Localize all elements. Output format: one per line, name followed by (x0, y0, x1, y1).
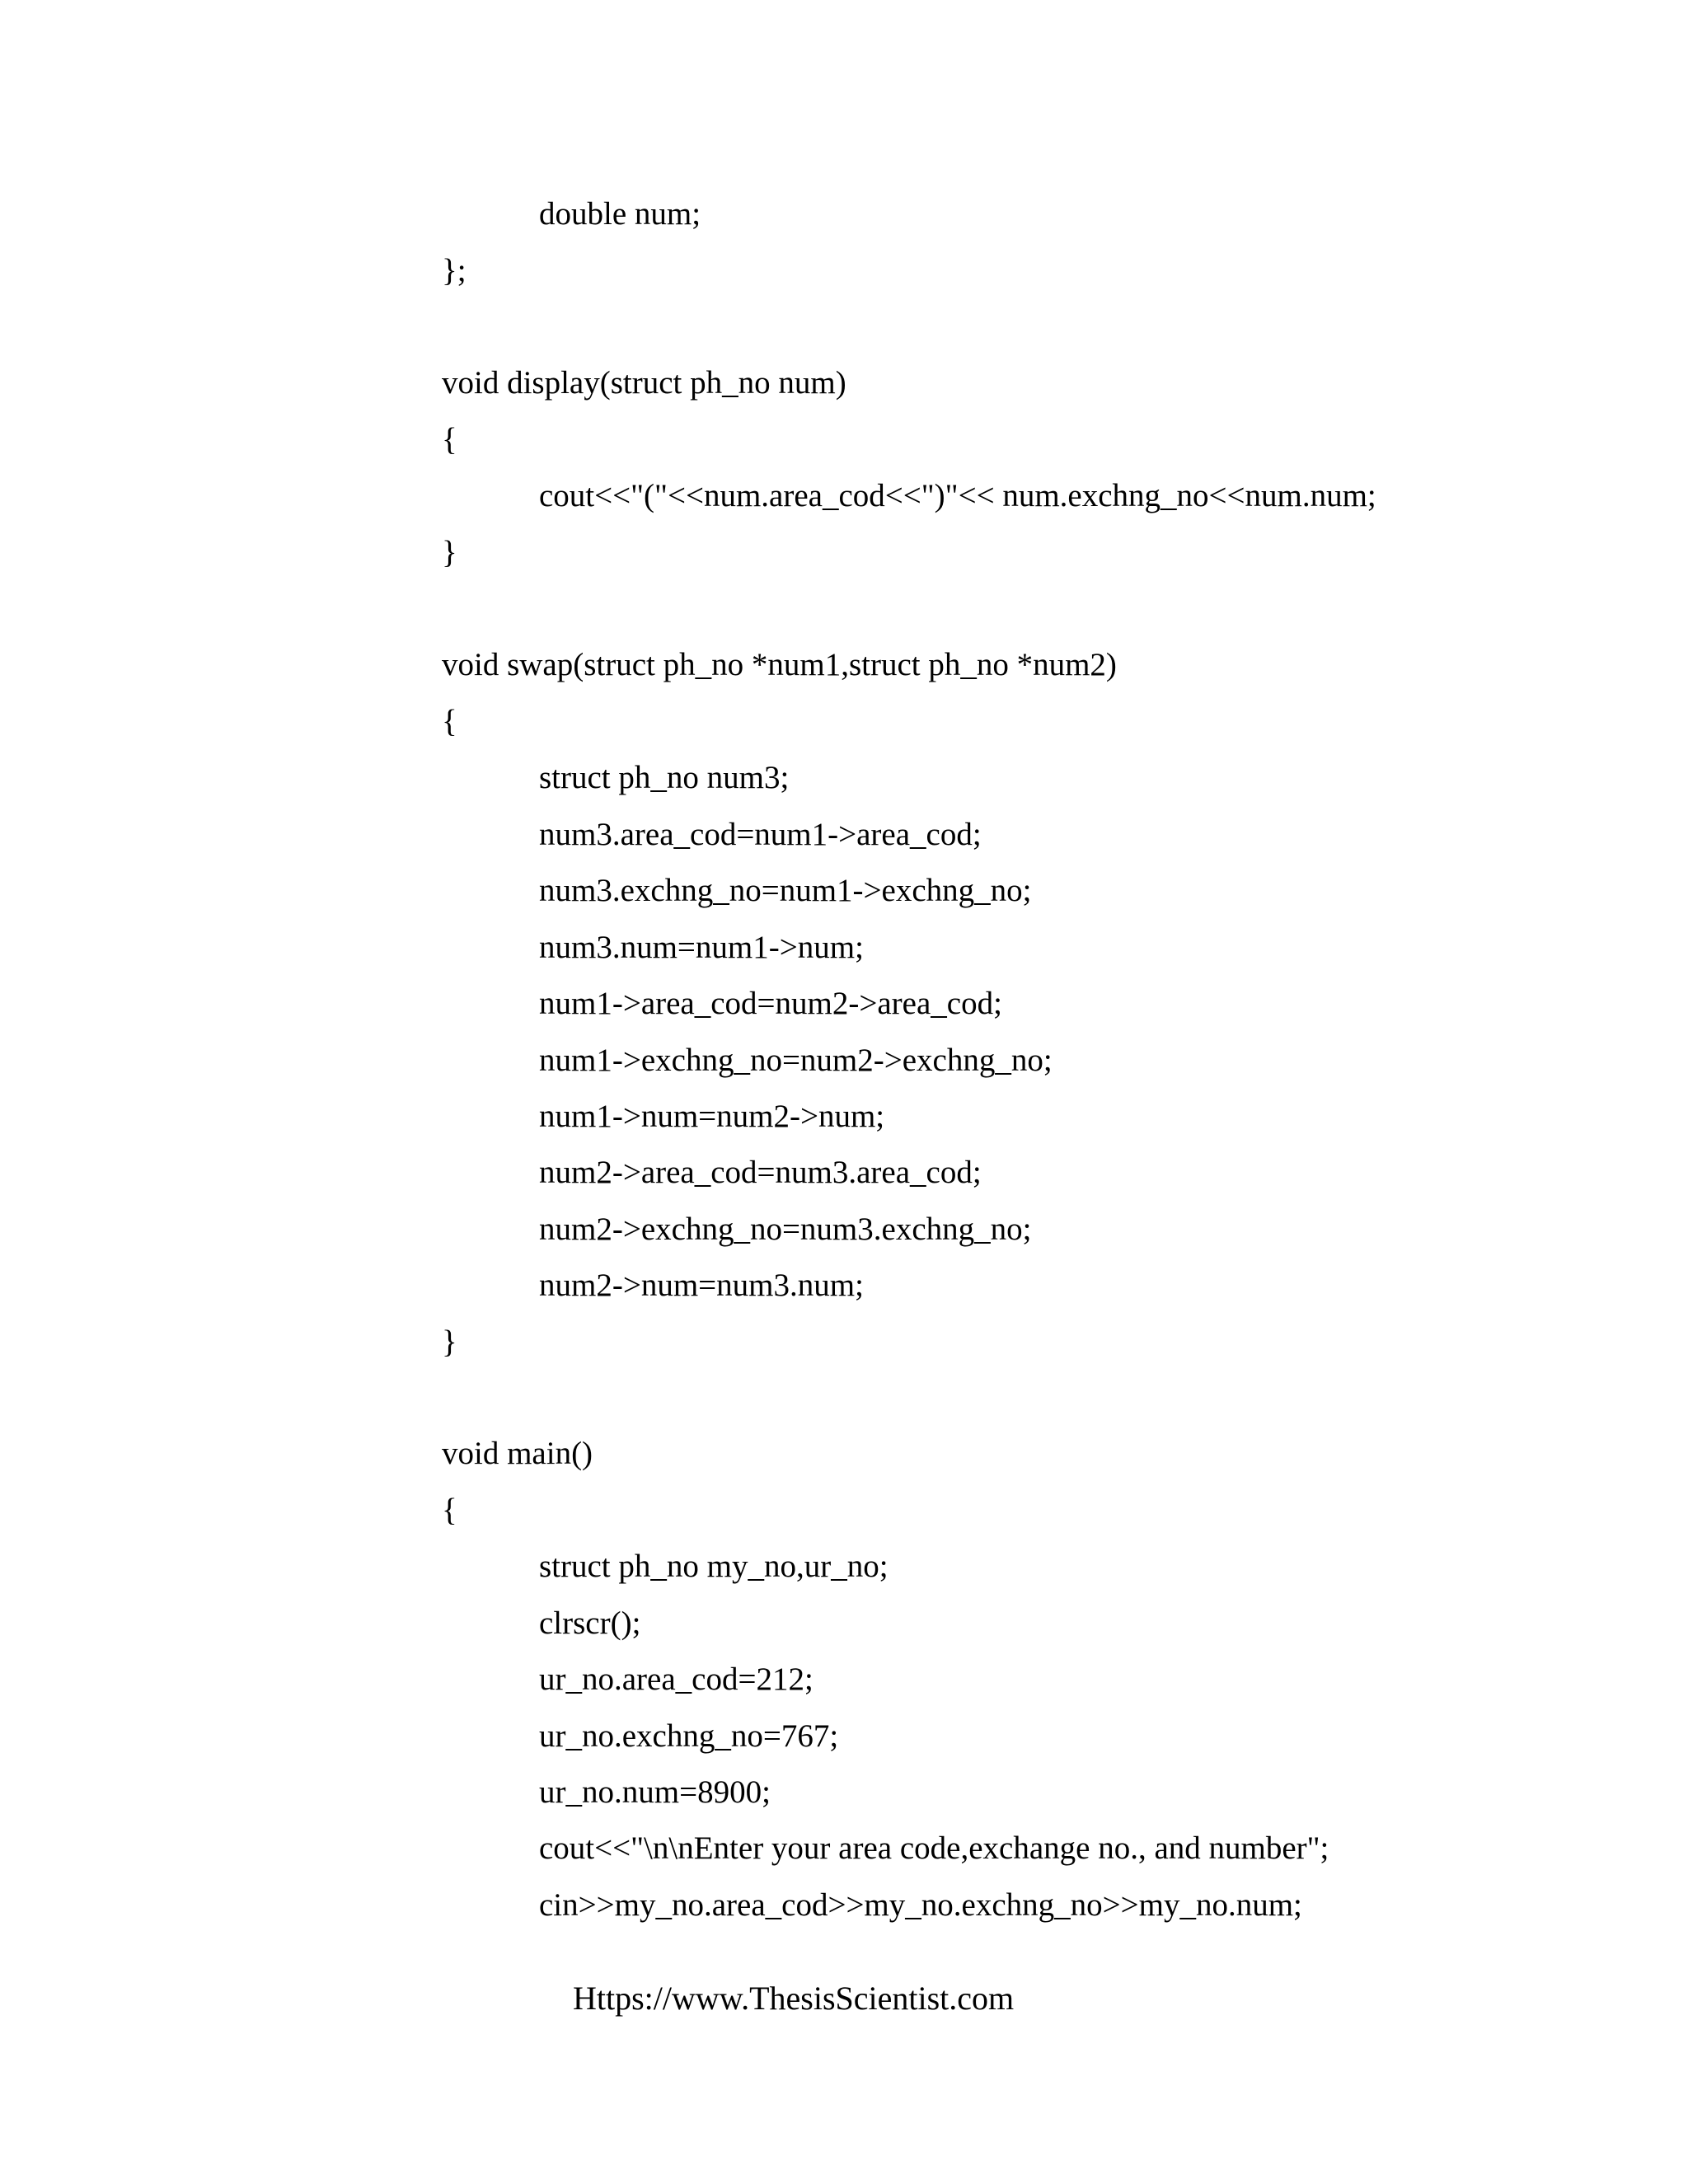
code-line: num3.area_cod=num1->area_cod; (539, 817, 982, 852)
code-line: void main() (442, 1436, 593, 1471)
code-line: num1->exchng_no=num2->exchng_no; (539, 1043, 1053, 1078)
code-line: num2->exchng_no=num3.exchng_no; (539, 1212, 1032, 1247)
code-line: num3.num=num1->num; (539, 930, 864, 965)
code-line: cout<<"\n\nEnter your area code,exchange no., and number"; (539, 1830, 1329, 1866)
code-line: struct ph_no my_no,ur_no; (539, 1549, 889, 1584)
code-line: } (442, 1324, 457, 1360)
code-line: }; (442, 253, 467, 288)
code-line: num1->num=num2->num; (539, 1099, 885, 1134)
code-line: ur_no.exchng_no=767; (539, 1718, 839, 1754)
code-line: { (442, 422, 457, 457)
code-line: cout<<"("<<num.area_cod<<")"<< num.exchng_no<<num.num; (539, 478, 1376, 513)
code-line: } (442, 535, 457, 570)
code-line: num3.exchng_no=num1->exchng_no; (539, 873, 1032, 908)
code-line: num1->area_cod=num2->area_cod; (539, 986, 1002, 1021)
code-line: double num; (539, 196, 701, 232)
code-line: cin>>my_no.area_cod>>my_no.exchng_no>>my_no.num; (539, 1887, 1302, 1923)
code-line: num2->num=num3.num; (539, 1268, 864, 1303)
code-line: ur_no.area_cod=212; (539, 1661, 814, 1697)
code-line: void display(struct ph_no num) (442, 365, 846, 401)
code-line: clrscr(); (539, 1605, 641, 1641)
code-line: num2->area_cod=num3.area_cod; (539, 1155, 982, 1190)
code-line: { (442, 704, 457, 739)
footer-url: Https://www.ThesisScientist.com (573, 1980, 1015, 2017)
code-line: ur_no.num=8900; (539, 1774, 771, 1810)
code-line: { (442, 1493, 457, 1528)
code-line: void swap(struct ph_no *num1,struct ph_no *num2) (442, 647, 1117, 682)
code-line: struct ph_no num3; (539, 760, 790, 795)
